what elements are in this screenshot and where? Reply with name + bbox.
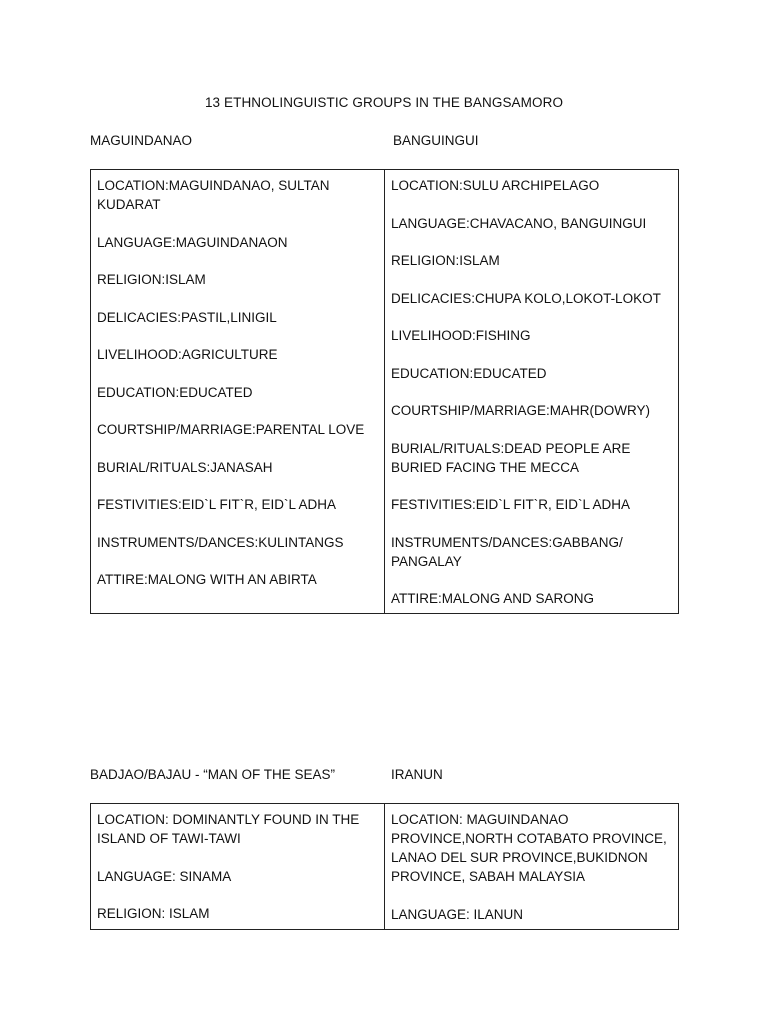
entry-burial: BURIAL/RITUALS:DEAD PEOPLE ARE BURIED FACING THE MECCA xyxy=(391,440,631,475)
document-title: 13 ETHNOLINGUISTIC GROUPS IN THE BANGSAMORO xyxy=(204,95,564,110)
entry-instruments: INSTRUMENTS/DANCES:KULINTANGS xyxy=(97,534,344,550)
column-iranun xyxy=(385,804,678,929)
entry-festivities: FESTIVITIES:EID`L FIT`R, EID`L ADHA xyxy=(391,497,631,512)
entry-location: LOCATION:MAGUINDANAO, SULTAN KUDARAT xyxy=(97,178,330,212)
entry-religion: RELIGION:ISLAM xyxy=(391,253,500,268)
entry-livelihood: LIVELIHOOD:FISHING xyxy=(391,328,531,343)
entry-delicacies: DELICACIES:PASTIL,LINIGIL xyxy=(97,309,277,325)
entry-attire: ATTIRE:MALONG WITH AN ABIRTA xyxy=(97,572,317,587)
entry-language: LANGUAGE:CHAVACANO, BANGUINGUI xyxy=(391,215,647,231)
entry-location: LOCATION: MAGUINDANAO PROVINCE,NORTH COTABATO PROVINCE, LANAO DEL SUR PROVINCE,BUKIDNON PROVINCE, SABAH MALAYSIA xyxy=(391,812,667,884)
column-maguindanao xyxy=(91,170,385,613)
group-heading-iranun: IRANUN xyxy=(391,767,443,782)
entry-education: EDUCATION:EDUCATED xyxy=(391,365,547,381)
entry-language: LANGUAGE: SINAMA xyxy=(97,868,232,884)
entry-religion: RELIGION:ISLAM xyxy=(97,272,206,287)
entry-instruments: INSTRUMENTS/DANCES:GABBANG/ PANGALAY xyxy=(391,534,623,569)
entry-language: LANGUAGE:MAGUINDANAON xyxy=(97,234,288,250)
group-heading-banguingui: BANGUINGUI xyxy=(393,133,479,148)
entry-location: LOCATION:SULU ARCHIPELAGO xyxy=(391,178,600,193)
entry-language: LANGUAGE: ILANUN xyxy=(391,906,524,922)
entry-courtship: COURTSHIP/MARRIAGE:PARENTAL LOVE xyxy=(97,422,365,437)
table-badjao-iranun xyxy=(90,803,679,930)
entry-delicacies: DELICACIES:CHUPA KOLO,LOKOT-LOKOT xyxy=(391,290,661,306)
entry-attire: ATTIRE:MALONG AND SARONG xyxy=(391,591,595,606)
entry-courtship: COURTSHIP/MARRIAGE:MAHR(DOWRY) xyxy=(391,403,651,418)
column-banguingui xyxy=(385,170,678,613)
entry-location: LOCATION: DOMINANTLY FOUND IN THE ISLAND OF TAWI-TAWI xyxy=(97,812,360,846)
entry-festivities: FESTIVITIES:EID`L FIT`R, EID`L ADHA xyxy=(97,497,337,512)
entry-religion: RELIGION: ISLAM xyxy=(97,906,210,921)
group-heading-badjao: BADJAO/BAJAU - “MAN OF THE SEAS” xyxy=(90,767,336,782)
entry-livelihood: LIVELIHOOD:AGRICULTURE xyxy=(97,347,278,362)
entry-burial: BURIAL/RITUALS:JANASAH xyxy=(97,459,273,475)
entry-education: EDUCATION:EDUCATED xyxy=(97,384,253,400)
column-badjao xyxy=(91,804,385,929)
group-heading-maguindanao: MAGUINDANAO xyxy=(90,133,193,148)
table-maguindanao-banguingui xyxy=(90,169,679,614)
